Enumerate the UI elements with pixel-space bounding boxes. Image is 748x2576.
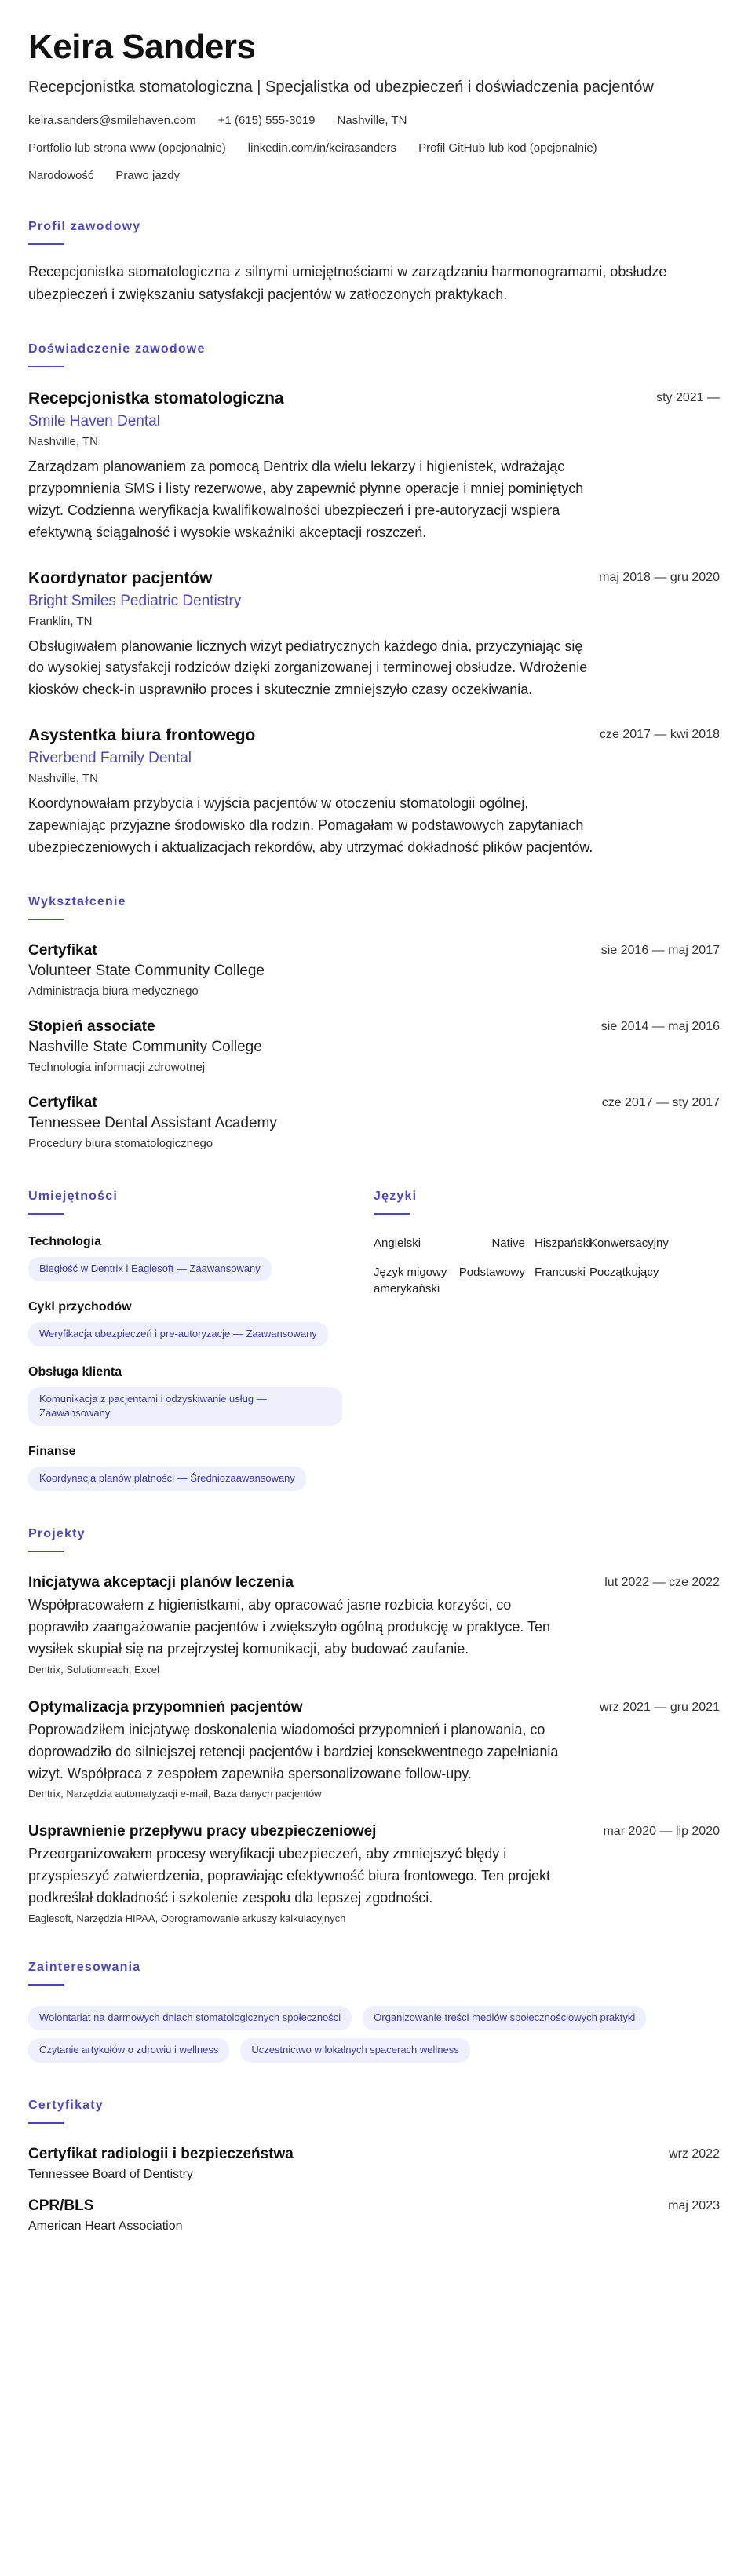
- project-entry: [28, 1699, 720, 1800]
- language-name: Francuski: [535, 1265, 586, 1279]
- interest-tag: Organizowanie treści mediów społecznościowych praktyki: [363, 2006, 646, 2030]
- language-level: Native: [491, 1236, 525, 1250]
- skill-category: [28, 1235, 342, 1281]
- projects-section: [28, 1527, 720, 1924]
- degree: Stopień associate: [28, 1018, 155, 1035]
- certification-name: Certyfikat radiologii i bezpieczeństwa: [28, 2145, 294, 2162]
- language-level: Konwersacyjny: [589, 1236, 669, 1250]
- skill-tag: Komunikacja z pacjentami i odzyskiwanie usług — Zaawansowany: [28, 1387, 342, 1427]
- company-name: Bright Smiles Pediatric Dentistry: [28, 592, 242, 609]
- section-title: Profil zawodowy: [28, 220, 141, 234]
- section-title: Certyfikaty: [28, 2098, 104, 2112]
- skills-languages-row: [28, 1189, 720, 1491]
- project-entry: [28, 1823, 720, 1924]
- interest-tag: Czytanie artykułów o zdrowiu i wellness: [28, 2038, 229, 2063]
- job-title: Koordynator pacjentów: [28, 568, 213, 587]
- school-name: Tennessee Dental Assistant Academy: [28, 1114, 277, 1131]
- experience-section: [28, 342, 720, 859]
- certification-entry: [28, 2146, 720, 2182]
- section-divider: [374, 1213, 410, 1215]
- section-divider: [28, 1213, 64, 1215]
- location-text: Nashville, TN: [337, 114, 407, 128]
- skill-tag: Biegłość w Dentrix i Eaglesoft — Zaawansowany: [28, 1257, 272, 1281]
- section-title: Wykształcenie: [28, 894, 126, 908]
- section-title: Doświadczenie zawodowe: [28, 342, 206, 356]
- job-location: Nashville, TN: [28, 434, 98, 448]
- job-description: Koordynowałam przybycia i wyjścia pacjentów w otoczeniu stomatologii ogólnej, zapewniając przyjazne środowisko dla rodzin. Pomagałam w podstawowych zapytaniach ubezpieczeniowych i aktualizacjach rekordów, aby utrzymać dokładność plików pacjentów.: [28, 795, 593, 855]
- project-tech: Dentrix, Narzędzia automatyzacji e-mail, Baza danych pacjentów: [28, 1788, 322, 1800]
- project-description: Przeorganizowałem procesy weryfikacji ubezpieczeń, aby zmniejszyć błędy i przyspieszyć zatwierdzenia, poprawiając efektywność biura frontowego. Ten projekt podkreślał dokładność i szkolenie zespołu dla lepszej zgodności.: [28, 1846, 550, 1906]
- job-location: Nashville, TN: [28, 772, 98, 786]
- section-title: Umiejętności: [28, 1189, 118, 1203]
- entry-date: cze 2017 — sty 2017: [601, 1095, 720, 1109]
- project-title: Usprawnienie przepływu pracy ubezpieczeniowej: [28, 1823, 377, 1840]
- job-title: Asystentka biura frontowego: [28, 726, 256, 745]
- project-entry: [28, 1574, 720, 1675]
- entry-date: maj 2023: [668, 2198, 720, 2212]
- languages-table: [374, 1235, 720, 1297]
- email-link[interactable]: keira.sanders@smilehaven.com: [28, 114, 196, 128]
- skill-category-name: Finanse: [28, 1445, 76, 1459]
- project-tech: Eaglesoft, Narzędzia HIPAA, Oprogramowanie arkuszy kalkulacyjnych: [28, 1913, 346, 1925]
- language-name: Hiszpański: [535, 1236, 592, 1250]
- education-entry: [28, 1018, 720, 1074]
- entry-date: wrz 2021 — gru 2021: [600, 1700, 720, 1714]
- project-title: Optymalizacja przypomnień pacjentów: [28, 1698, 303, 1716]
- entry-date: maj 2018 — gru 2020: [599, 570, 720, 584]
- section-divider: [28, 243, 64, 245]
- portfolio-link[interactable]: Portfolio lub strona www (opcjonalnie): [28, 141, 226, 155]
- certification-issuer: Tennessee Board of Dentistry: [28, 2167, 193, 2181]
- license-text: Prawo jazdy: [115, 169, 181, 183]
- language-row: [374, 1235, 720, 1251]
- section-title: Języki: [374, 1189, 418, 1203]
- job-description: Obsługiwałem planowanie licznych wizyt pediatrycznych każdego dnia, przyczyniając się do wysokiej satysfakcji rodziców dzięki zorganizowanej i terminowej obsłudze. Wdrożenie kiosków check-in usprawniło proces i skutecznie zmniejszyło czasy oczekiwania.: [28, 638, 588, 698]
- job-location: Franklin, TN: [28, 614, 93, 628]
- skill-category-name: Technologia: [28, 1234, 102, 1248]
- section-divider: [28, 919, 64, 920]
- entry-date: sty 2021 —: [656, 390, 720, 404]
- project-description: Współpracowałem z higienistkami, aby opracować jasne rozbicia korzyści, co poprawiło zaangażowanie pacjentów i zwiększyło ogólną produkcję w praktyce. Ten wysiłek skupiał się na przejrzystej komunikacji, aby budować zaufanie.: [28, 1597, 551, 1657]
- language-name: Język migowy amerykański: [374, 1265, 447, 1295]
- links-row: [28, 140, 720, 156]
- company-name: Smile Haven Dental: [28, 412, 160, 429]
- language-level: Początkujący: [589, 1265, 659, 1279]
- skill-category-name: Cykl przychodów: [28, 1299, 132, 1314]
- entry-date: lut 2022 — cze 2022: [604, 1576, 720, 1590]
- project-title: Inicjatywa akceptacji planów leczenia: [28, 1574, 294, 1591]
- entry-date: mar 2020 — lip 2020: [603, 1825, 720, 1839]
- certification-name: CPR/BLS: [28, 2197, 94, 2214]
- skill-tag: Weryfikacja ubezpieczeń i pre-autoryzacje — Zaawansowany: [28, 1322, 328, 1346]
- certification-entry: [28, 2198, 720, 2234]
- skill-category: [28, 1365, 342, 1427]
- experience-entry: [28, 389, 720, 544]
- field-of-study: Procedury biura stomatologicznego: [28, 1136, 213, 1150]
- profile-text: Recepcjonistka stomatologiczna z silnymi umiejętnościami w zarządzaniu harmonogramami, obsłudze ubezpieczeń i zwiększaniu satysfakcji pacjentów w zatłoczonych praktykach.: [28, 264, 667, 303]
- skill-category: [28, 1445, 342, 1491]
- education-entry: [28, 1094, 720, 1150]
- nationality-text: Narodowość: [28, 169, 94, 183]
- candidate-name: Keira Sanders: [28, 27, 256, 66]
- skill-category-name: Obsługa klienta: [28, 1365, 122, 1379]
- skills-section: [28, 1189, 342, 1491]
- degree: Certyfikat: [28, 1094, 97, 1111]
- degree: Certyfikat: [28, 941, 97, 959]
- section-divider: [28, 2122, 64, 2124]
- skill-tag: Koordynacja planów płatności — Średniozaawansowany: [28, 1467, 306, 1491]
- experience-entry: [28, 569, 720, 702]
- skill-category: [28, 1300, 342, 1346]
- entry-date: wrz 2022: [669, 2147, 720, 2161]
- interest-tag: Wolontariat na darmowych dniach stomatologicznych społeczności: [28, 2006, 352, 2030]
- section-title: Zainteresowania: [28, 1960, 141, 1975]
- project-tech: Dentrix, Solutionreach, Excel: [28, 1663, 159, 1675]
- languages-section: [374, 1189, 720, 1491]
- education-entry: [28, 942, 720, 998]
- entry-date: sie 2016 — maj 2017: [600, 943, 720, 957]
- linkedin-link[interactable]: linkedin.com/in/keirasanders: [247, 141, 397, 155]
- github-link[interactable]: Profil GitHub lub kod (opcjonalnie): [418, 141, 597, 155]
- education-section: [28, 895, 720, 1150]
- company-name: Riverbend Family Dental: [28, 750, 192, 767]
- project-description: Poprowadziłem inicjatywę doskonalenia wiadomości przypomnień i planowania, co doprowadziło do silniejszej retencji pacjentów i bardziej konsekwentnego zapełniania wizyt. Współpraca z zespołem zapewniła spersonalizowane follow-upy.: [28, 1721, 559, 1781]
- candidate-headline: Recepcjonistka stomatologiczna | Specjalistka od ubezpieczeń i doświadczenia pacjentów: [28, 79, 654, 97]
- interests-section: [28, 1960, 720, 2063]
- language-row: [374, 1264, 720, 1297]
- job-title: Recepcjonistka stomatologiczna: [28, 389, 284, 407]
- language-name: Angielski: [374, 1236, 421, 1250]
- extra-row: [28, 167, 720, 184]
- job-description: Zarządzam planowaniem za pomocą Dentrix dla wielu lekarzy i higienistek, wdrażając przypomnienia SMS i listy rezerwowe, aby zapewnić płynne operacje i mniej pominiętych wizyt. Codzienna weryfikacja kwalifikowalności ubezpieczeń i pre-autoryzacji wspiera efektywną ściągalność i wysokie wskaźniki akceptacji roszczeń.: [28, 458, 584, 540]
- interest-tags: [28, 1998, 720, 2063]
- contact-row: [28, 112, 720, 129]
- entry-date: sie 2014 — maj 2016: [600, 1019, 720, 1033]
- language-level: Podstawowy: [458, 1265, 525, 1279]
- certifications-section: [28, 2099, 720, 2234]
- interest-tag: Uczestnictwo w lokalnych spacerach wellness: [240, 2038, 469, 2063]
- school-name: Nashville State Community College: [28, 1038, 262, 1055]
- school-name: Volunteer State Community College: [28, 962, 265, 979]
- section-divider: [28, 1984, 64, 1986]
- phone-text: +1 (615) 555-3019: [217, 114, 316, 128]
- field-of-study: Administracja biura medycznego: [28, 984, 199, 998]
- header: [28, 28, 720, 184]
- certification-issuer: American Heart Association: [28, 2219, 183, 2233]
- section-title: Projekty: [28, 1527, 86, 1541]
- entry-date: cze 2017 — kwi 2018: [600, 728, 720, 742]
- profile-section: [28, 220, 720, 306]
- field-of-study: Technologia informacji zdrowotnej: [28, 1060, 206, 1074]
- section-divider: [28, 366, 64, 367]
- section-divider: [28, 1551, 64, 1552]
- experience-entry: [28, 726, 720, 859]
